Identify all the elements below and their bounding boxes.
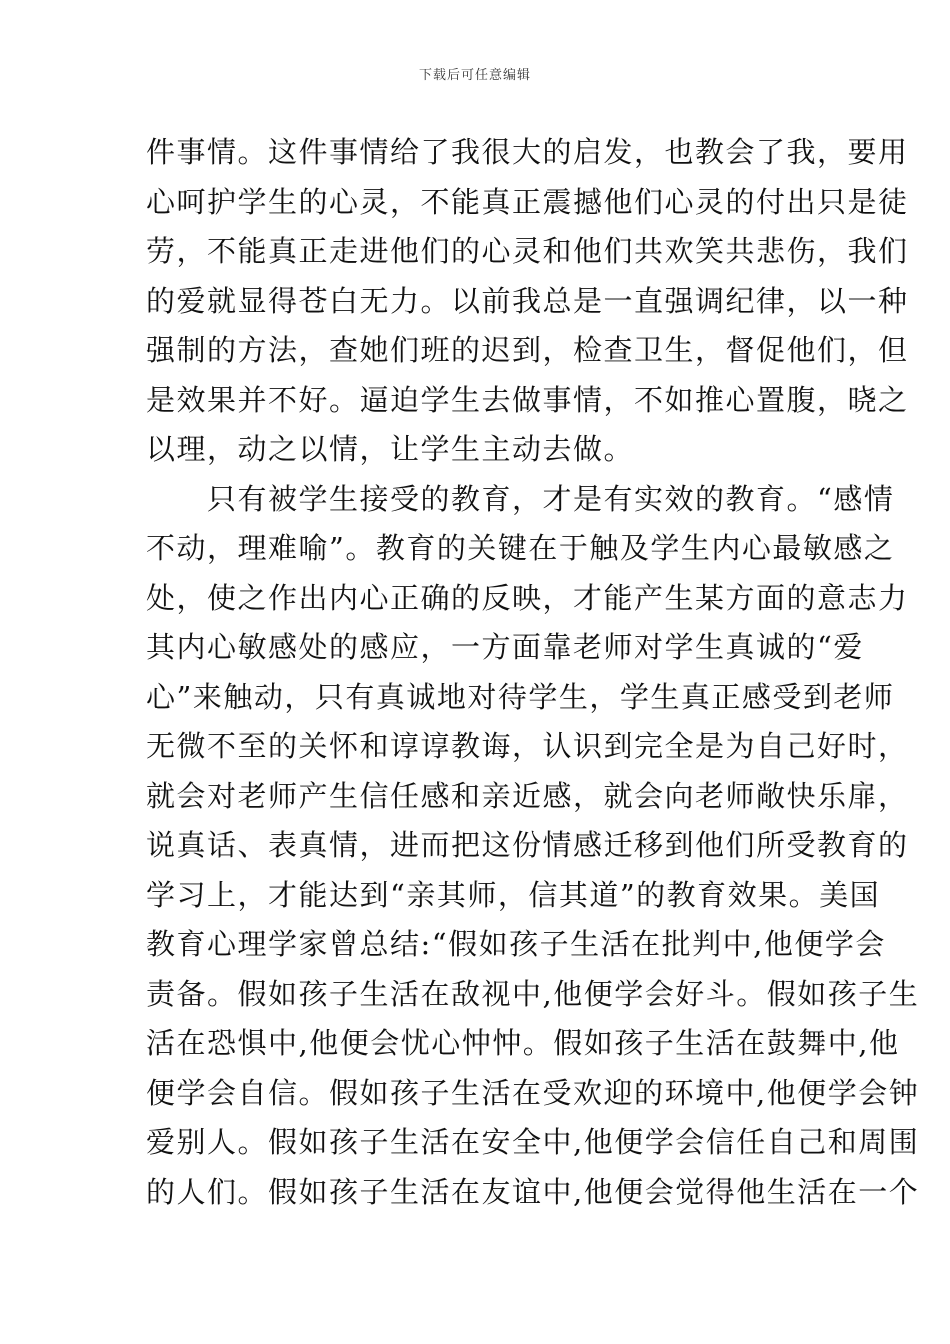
text-line: 以理，动之以情，让学生主动去做。 (146, 432, 635, 466)
text-line: 的人们。假如孩子生活在友谊中,他便会觉得他生活在一个 (146, 1174, 920, 1209)
text-line: 活在恐惧中,他便会忧心忡忡。假如孩子生活在鼓舞中,他 (146, 1026, 900, 1060)
text-line: 责备。假如孩子生活在敌视中,他便学会好斗。假如孩子生 (146, 976, 920, 1011)
document-body (146, 128, 920, 1217)
text-line: 的爱就显得苍白无力。以前我总是一直强调纪律，以一种 (146, 283, 909, 318)
text-line: 爱别人。假如孩子生活在安全中,他便学会信任自己和周围 (146, 1125, 920, 1159)
text-line: 其内心敏感处的感应，一方面靠老师对学生真诚的“爱 (146, 630, 864, 664)
text-line: 是效果并不好。逼迫学生去做事情，不如推心置腹，晓之 (146, 382, 909, 417)
paragraph-1 (146, 128, 909, 475)
text-line: 处，使之作出内心正确的反映，才能产生某方面的意志力 (146, 580, 909, 615)
text-line: 劳，不能真正走进他们的心灵和他们共欢笑共悲伤，我们 (146, 234, 909, 268)
text-line: 便学会自信。假如孩子生活在受欢迎的环境中,他便学会钟 (146, 1075, 920, 1110)
paragraph-2 (146, 475, 920, 1218)
text-line: 心”来触动，只有真诚地对待学生，学生真正感受到老师 (146, 679, 895, 714)
text-line: 心呵护学生的心灵，不能真正震撼他们心灵的付出只是徒 (146, 184, 909, 219)
text-line: 强制的方法，查她们班的迟到，检查卫生，督促他们，但 (146, 333, 909, 367)
text-line: 不动，理难喻”。教育的关键在于触及学生内心最敏感之 (146, 531, 895, 565)
text-line: 件事情。这件事情给了我很大的启发，也教会了我，要用 (146, 135, 909, 169)
text-line: 只有被学生接受的教育，才是有实效的教育。“感情 (146, 481, 895, 516)
text-line: 就会对老师产生信任感和亲近感，就会向老师敞快乐扉， (146, 778, 909, 813)
page-header: 下载后可任意编辑 (418, 68, 531, 83)
text-line: 无微不至的关怀和谆谆教诲，认识到完全是为自己好时， (146, 729, 909, 763)
text-line: 教育心理学家曾总结:“假如孩子生活在批判中,他便学会 (146, 927, 886, 961)
text-line: 学习上，才能达到“亲其师，信其道”的教育效果。美国 (146, 877, 881, 912)
text-line: 说真话、表真情，进而把这份情感迁移到他们所受教育的 (146, 828, 909, 862)
